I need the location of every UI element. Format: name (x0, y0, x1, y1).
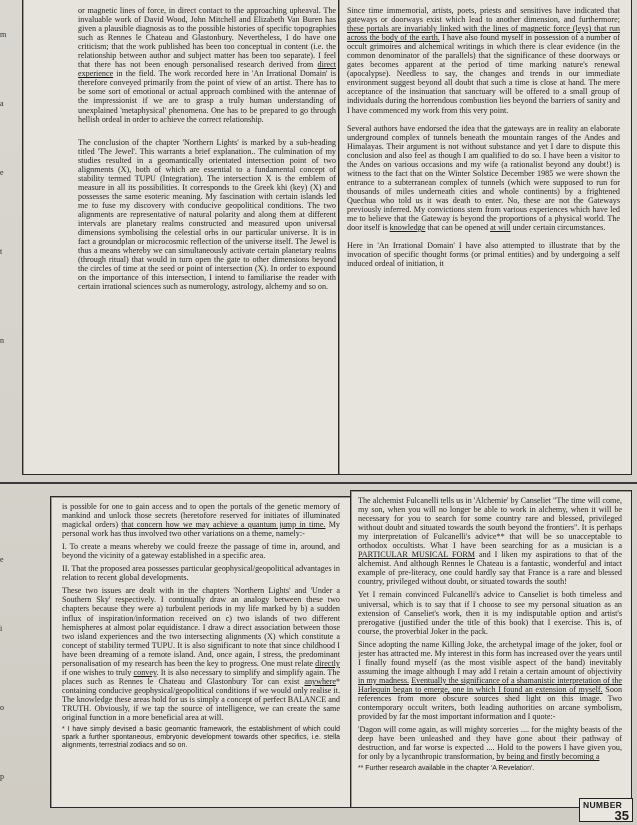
underlined-text: by being and firstly becoming a (496, 752, 600, 762)
bottom-right-column (358, 496, 622, 802)
text: is possible for one to gain access and to open the portals of the genetic memory of mankind and unlock those secrets (heretofore reserved for initiates of illuminated magickal orders) (62, 502, 340, 530)
underlined-text: direct experience (78, 60, 336, 79)
bottom-right-paragraph-1 (358, 496, 622, 586)
underlined-text: at will (490, 223, 511, 233)
margin-fragment: e (0, 555, 4, 564)
top-left-paragraph-1 (78, 6, 336, 124)
underlined-text: PARTICULAR MUSICAL FORM (358, 550, 475, 560)
top-right-paragraph-3 (347, 241, 620, 268)
margin-fragment: n (0, 336, 4, 345)
bottom-left-column (62, 502, 340, 802)
page-number: 35 (614, 808, 629, 823)
bottom-right-paragraph-3 (358, 640, 622, 721)
text: under certain circumstances. (512, 223, 606, 233)
underlined-text: that concern how we may achieve a quantum jump in time. (121, 520, 326, 530)
text: Several authors have endorsed the idea that the gateways are in reality an elaborate underground complex of tunnels beneath the mountain ranges of the Andes and Himalayas. Their argument is not without substance and yet I dare to dispute this conclusion and also feel as though I am qualified to do so. I have been a visitor to the Andes on various occasions and my wife (a rationalist beyond any doubt!) is witness to the fact that on the Winter Solstice December 1985 we were shown the entrance to a subterranean complex of tunnels (which were supposed to run for thousands of miles underneath cities and whole continents) by a frightened Quechua who told us it was death to enter. No, these are not the Gateways previously inferred. My convictions stem from various experiences which have led me to believe that the Gateway is beyond the proportions of a physical world. The door itself is (347, 123, 620, 233)
text: or magnetic lines of force, in direct contact to the approaching upheaval. The invaluable work of David Wood, John Mitchell and Elizabeth Van Buren has given a plausible diagnosis as to the possible histories of specific topographies such as Rennes le Chateau and Glastonbury. Nevertheless, I do have one criticism; that the work published has been too conceptual in content (i.e. the relationship between author and subject matter has been too separate). I feel that there has not been enough personalised research derived from (78, 6, 336, 70)
text: Since adopting the name Killing Joke, the archetypal image of the joker, fool or jester has attracted me. My interest in this form has increased over the years until I finally found myself (as the most visible aspect of the band) inevitably assuming the image although I may add I retain a certain amount of objectivity (358, 639, 622, 676)
margin-fragment: i (0, 624, 3, 633)
footnote: * I have simply devised a basic geomantic framework, the establishment of which could spark a further spontaneous, embryonic development towards other specifics, i.e. stella alignments, terrestrial zodiacs and so on. (62, 726, 340, 750)
margin-fragment: p (0, 772, 4, 781)
text: I have also found myself in possession of a number of occult grimoires and alchemical writings in which there is clear evidence (in the common denominator of the parallels) that the significance of these doorways or gates becomes apparent at the period of time marking nature's renewal (apocalypse). Needless to say, the changes and trends in our immediate environment suggest beyond all doubt that such a time is close at hand. The mere acceptance of the insinuation that sanctuary will be offered to a small group of individuals during the horrendous combustion lies beyond the barriers of sanity and I have commenced my work from this very point. (347, 33, 620, 115)
text: and I liken my aspirations to that of the alchemist. And although Rennes le Chateau is a fantastic, wonderful and intact example of pre-literacy, one could hardly say that France is a rare and blessed country, privileged without doubt, or situated towards the south! (358, 550, 622, 587)
margin-fragments (0, 30, 9, 781)
bottom-right-paragraph-2: Yet I remain convinced Fulcanelli's advice to Canseliet is both timeless and universal, which is to say that if I choose to see my personal situation as an extension of Canseliet's work, then it is my indisputable option and artist's prerogative (justified under the title of this book) that I exercise. This is, of course, the proverbial Joker in the pack. (358, 590, 622, 636)
page-number-box (579, 798, 633, 822)
margin-fragment: t (0, 247, 3, 256)
margin-fragment: m (0, 30, 7, 39)
bottom-right-paragraph-4 (358, 725, 622, 761)
text: 'Dagon will come again, as will mighty sorceries .... for the mighty beasts of the deep have been unleashed and they have gone about their pathway of destruction, and far worse is expected .... Hold to the powers I have given you, for only by a lycanthropic transformation, (358, 725, 622, 762)
bottom-left-paragraph-1 (62, 502, 340, 538)
page-label: NUMBER (583, 800, 623, 810)
text: . It is also necessary to simplify and simplify again. The places such as Rennes le Chateau and Glastonbury Tor can exist (62, 667, 340, 686)
bottom-left-paragraph-2 (62, 586, 340, 722)
underlined-text: Eventually the significance of a shamanistic interpretation of the Harlequin began to emerge, one in which I found an extension of myself. (358, 675, 622, 694)
page-divider (0, 482, 637, 484)
text: if one wishes to truly (62, 667, 132, 677)
text: in the field. The work recorded here in 'An Irrational Domain' is therefore conveyed primarily from the point of view of an artist. There has to be some sort of emotional or actual approach combined with the antennae of the impressionist if we are to grasp a truly human understanding of unexplained 'metaphysical' phenomena. One has to be prepared to go through hellish ordeal in order to achieve the correct relationship. (78, 69, 336, 124)
text: The alchemist Fulcanelli tells us in 'Alchemie' by Canseliet "The time will come, my son, when you will no longer be able to work in alchemy, when it will be necessary for you to search for some country rare and blessed, privileged without doubt and situated towards the south beyond the frontiers". It is perhaps my interpretation of Fulcanelli's advice** that will be so unacceptable to orthodox occultists. What I have been searching for as a musician is a (358, 496, 622, 551)
underlined-text: anywhere (304, 676, 336, 686)
margin-fragment: a (0, 99, 4, 108)
underlined-text: directly (315, 658, 340, 668)
text: My personal work has thus involved two other variations on a theme, namely:- (62, 520, 340, 539)
footnote: ** Further research available in the chapter 'A Revelation'. (358, 765, 535, 773)
underlined-text: in my madness. (358, 675, 410, 685)
top-left-paragraph-2 (78, 138, 336, 292)
list-item-2: II. That the proposed area possesses particular geophysical/geopolitical advantages in relation to recent global developments. (62, 564, 340, 583)
text: * containing conducive geophysical/geopolitical conditions if we would only realise it. The knowledge these areas hold for us is simply a concept of perfect BALANCE and TRUTH. Obviously, if we tap the source of intelligence, we can create the same original function in a more beneficial area at will. (62, 676, 340, 723)
top-left-column (78, 6, 336, 468)
text: The conclusion of the chapter 'Northern Lights' is marked by a sub-heading titled 'The Jewel'. This warrants a brief explanation.. The culmination of my studies resulted in a geomantically orientated intersection point of two alignments (X), both of which are essential to a fundamental concept of stability termed TUPU (Integration). The intersection X is the emblem of measure in all its possibilities. It corresponds to the Greek khi (key) (X) and possesses the same esoteric meaning. My fascination with certain islands led me to fuse my discovery with conducive geopolitical conditions. The two alignments are representative of natural polarity and along them at different intervals are planetary realms constructed and measured upon universal dimensions symbolising the celestial orbs in our particular universe. It is in fact a groundplan or microcosmic reflection of the universe itself. The Jewel is thus a means whereby we can simultaneously activate certain planetary realms (through ritual) that would in turn open the gate to other dimensions beyond the circles of time at the seed or point of intersection (X). In order to expound on the importance of this intersection, I intend to familiarise the reader with certain irrational sciences such as numerology, astrology, alchemy and so on. (78, 137, 336, 292)
text: Since time immemorial, artists, poets, priests and sensitives have indicated that gateways or doorways exist which lead to another dimension, and furthermore; (347, 6, 620, 25)
top-right-paragraph-2 (347, 124, 620, 233)
text: Here in 'An Irrational Domain' I have also attempted to illustrate that by the invocation of specific thought forms (or primal entities) and by undergoing a self induced ordeal of initiation, it (347, 241, 620, 269)
text: These two issues are dealt with in the chapters 'Northern Lights' and 'Under a Southern Sky' respectively. I continually draw an analogy between these two chapters because they were a) turbulent periods in my life marked by b) a sudden influx of inspiration/information received on c) two islands of two different hemispheres at almost polar equidistance. I draw a direct association between those two island experiences and the two intersecting alignments (X) which constitute a concept of stability termed TUPU. It is also significant to note that since childhood I have been dreaming of a remote island. And, once again, I stress, the predominant personalisation of my research has been the key to progress. One must relate (62, 586, 340, 668)
list-item-1: I. To create a means whereby we could freeze the passage of time in, around, and beyond the vicinity of a gateway established in a specific area. (62, 542, 340, 561)
underlined-text: knowledge (389, 223, 426, 233)
top-right-paragraph-1 (347, 6, 620, 115)
margin-fragment: e (0, 168, 4, 177)
top-right-column (347, 6, 620, 468)
underlined-text: convey (133, 667, 157, 677)
text: that can be opened (427, 223, 489, 233)
text: Soon references from more obscure sources shed light on this image. Two contemporary occult writers, both leading authorities on arcane symbolism, provided by far the most important information and I quote:- (358, 684, 622, 722)
underlined-text: these portals are invariably linked with the lines of magnetic force (leys) that run across the body of the earth. (347, 24, 620, 43)
margin-fragment: o (0, 703, 4, 712)
